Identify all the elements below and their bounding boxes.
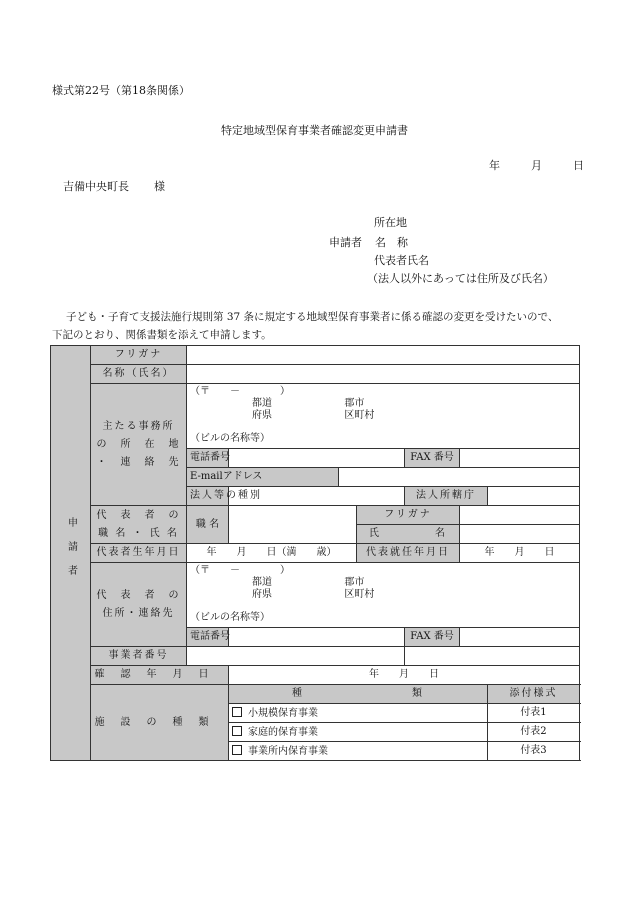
shokumei-field[interactable]: [229, 506, 357, 544]
building-label: （ビルの名称等）: [190, 433, 270, 444]
fax-label: FAX 番号: [405, 449, 460, 468]
rep-fax-label: FAX 番号: [405, 628, 460, 647]
gunshi-label-1: 郡市: [344, 398, 365, 409]
fax-field[interactable]: [460, 449, 580, 468]
shimei-label: 氏 名: [357, 525, 460, 544]
corp-authority-label: 法人所轄庁: [405, 487, 488, 506]
rep-gunshi-label-1: 郡市: [344, 577, 365, 588]
email-label: E-mailアドレス: [187, 468, 339, 487]
applicant-side-label: 申請者: [51, 346, 91, 761]
application-table: [50, 345, 580, 761]
building-field[interactable]: [187, 430, 580, 449]
business-number-label: 事業者番号: [91, 647, 187, 666]
business-number-field[interactable]: [187, 647, 405, 666]
confirm-date-label: 確認年月日: [91, 666, 229, 685]
gunshi-label-2: 区町村: [344, 410, 375, 421]
rep-birth-field[interactable]: 年 月 日（満 歳）: [187, 544, 357, 563]
facility-label-3: 事業所内保育事業: [248, 745, 328, 757]
facility-label-2: 家庭的保育事業: [248, 726, 318, 738]
facility-attach-3: 付表3: [488, 742, 580, 761]
phone-field[interactable]: [229, 449, 405, 468]
facility-attach-1: 付表1: [488, 704, 580, 723]
body-text-1: 子ども・子育て支援法施行規則第 37 条に規定する地域型保育事業者に係る確認の変更を受けたいので、: [66, 311, 559, 323]
page-title: 特定地域型保育事業者確認変更申請書: [221, 124, 408, 137]
corp-type-label: 法人等の種別: [187, 487, 229, 506]
checkbox-icon[interactable]: [232, 726, 242, 736]
shimei-field[interactable]: [460, 525, 580, 544]
main-office-label: 主たる事務所 の 所 在 地 ・ 連 絡 先: [91, 384, 187, 506]
shokumei-label: 職 名: [187, 506, 229, 544]
facility-attach-2: 付表2: [488, 723, 580, 742]
facility-row-1[interactable]: [229, 704, 488, 723]
postal-code: （〒 － ）: [190, 386, 290, 397]
rep-phone-field[interactable]: [229, 628, 405, 647]
todofuken-label-2: 府県: [252, 410, 272, 421]
month-label: 月: [531, 159, 542, 172]
checkbox-icon[interactable]: [232, 745, 242, 755]
addressee-suffix: 様: [154, 180, 165, 193]
name-field[interactable]: [187, 365, 580, 384]
rep-building-field[interactable]: [187, 609, 580, 628]
facility-row-3[interactable]: [229, 742, 488, 761]
rep-fax-field[interactable]: [460, 628, 580, 647]
date-line: [489, 157, 584, 173]
facility-label-1: 小規模保育事業: [248, 707, 318, 719]
rep-todofuken-label-1: 都道: [252, 577, 272, 588]
form-number: 様式第22号（第18条関係）: [52, 84, 190, 97]
name-label: 名称（氏名）: [91, 365, 187, 384]
applicant-label: 申請者: [329, 236, 362, 249]
phone-label: 電話番号: [187, 449, 229, 468]
business-number-field-2[interactable]: [405, 647, 580, 666]
rep-address-label: 代 表 者 の 住所・連絡先: [91, 563, 187, 647]
rep-todofuken-label-2: 府県: [252, 589, 272, 600]
facility-type-label: 施設の種類: [91, 685, 229, 761]
rep-phone-label: 電話番号: [187, 628, 229, 647]
applicant-address-label: 所在地: [374, 216, 407, 229]
rep-birth-label: 代表者生年月日: [91, 544, 187, 563]
kind-header: 種 類: [229, 685, 488, 704]
rep-gunshi-label-2: 区町村: [344, 589, 375, 600]
email-field[interactable]: [339, 468, 580, 487]
confirm-date-field[interactable]: 年 月 日: [229, 666, 580, 685]
applicant-name-label: 名 称: [375, 236, 408, 249]
body-text-2: 下記のとおり、関係書類を添えて申請します。: [52, 329, 272, 341]
furigana-field[interactable]: [187, 346, 580, 365]
rep-building-label: （ビルの名称等）: [190, 612, 270, 623]
day-label: 日: [573, 159, 584, 172]
attach-header: 添付様式: [488, 685, 580, 704]
rep-postal-code: （〒 － ）: [190, 565, 290, 576]
furigana-label: フリガナ: [91, 346, 187, 365]
year-label: 年: [489, 159, 500, 172]
rep-appointed-label: 代表就任年月日: [357, 544, 460, 563]
facility-row-2[interactable]: [229, 723, 488, 742]
furigana2-label: フリガナ: [357, 506, 460, 525]
corp-authority-field[interactable]: [488, 487, 580, 506]
todofuken-label-1: 都道: [252, 398, 272, 409]
rep-address-field[interactable]: [187, 563, 580, 610]
applicant-note: （法人以外にあっては住所及び氏名）: [367, 272, 554, 285]
addressee-name: 吉備中央町長: [63, 180, 129, 193]
rep-title-name-label: 代 表 者 の 職 名 ・ 氏 名: [91, 506, 187, 544]
applicant-rep-label: 代表者氏名: [374, 254, 429, 267]
main-office-address-field[interactable]: [187, 384, 580, 431]
furigana2-field[interactable]: [460, 506, 580, 525]
checkbox-icon[interactable]: [232, 707, 242, 717]
rep-appointed-field[interactable]: 年 月 日: [460, 544, 580, 563]
addressee: [63, 178, 165, 194]
